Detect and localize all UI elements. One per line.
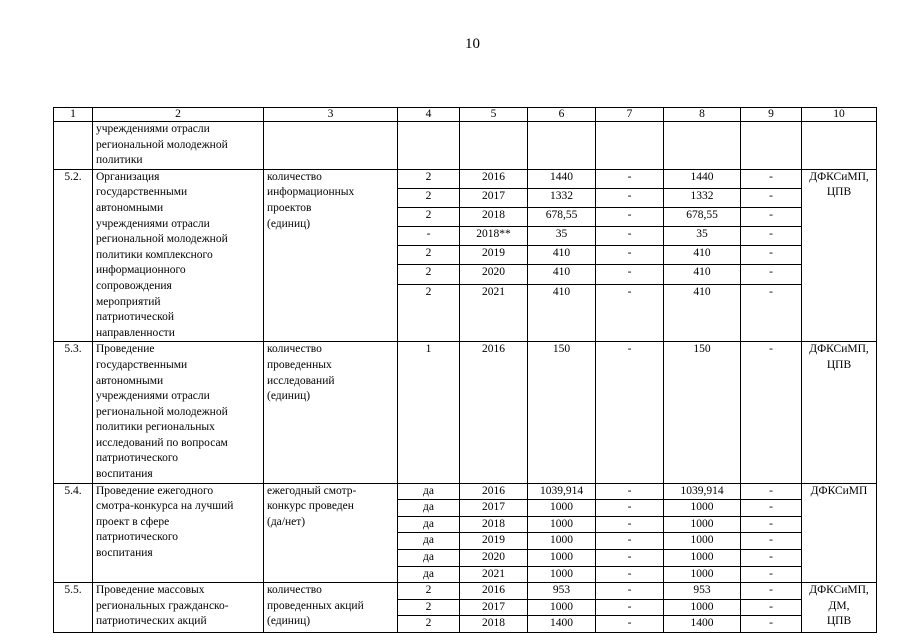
cell-col4: 2 [398, 246, 460, 265]
cell-col9: - [741, 265, 802, 284]
cell-col7: - [596, 169, 664, 188]
cell-col7: - [596, 583, 664, 600]
cell-col9: - [741, 483, 802, 500]
item-description: Организация государственными автономными учреждениями отрасли региональной молодежной политики комплексного информационного сопровождения мероприятий патриотической направленности [93, 169, 264, 342]
table-row [54, 583, 877, 600]
column-number: 4 [398, 108, 460, 122]
cell-col7: - [596, 566, 664, 583]
cell-year: 2017 [460, 599, 528, 616]
cell-col6: 1400 [528, 616, 596, 633]
cell-year: 2018 [460, 516, 528, 533]
column-number: 3 [264, 108, 398, 122]
column-number: 8 [664, 108, 741, 122]
cell-col4: 2 [398, 599, 460, 616]
item-description: Проведение массовых региональных гражданско- патриотических акций [93, 583, 264, 633]
cell-col7: - [596, 550, 664, 567]
column-number: 5 [460, 108, 528, 122]
executor-cell: ДФКСиМП, ЦПВ [802, 342, 877, 483]
cell-col9: - [741, 616, 802, 633]
cell-col7 [596, 122, 664, 170]
cell-col9: - [741, 342, 802, 483]
executor-cell [802, 122, 877, 170]
cell-col4: да [398, 500, 460, 517]
cell-col7: - [596, 483, 664, 500]
cell-col6: 1440 [528, 169, 596, 188]
cell-col9: - [741, 500, 802, 517]
cell-col4: - [398, 227, 460, 246]
column-number: 2 [93, 108, 264, 122]
cell-col6: 1000 [528, 566, 596, 583]
cell-col8: 1039,914 [664, 483, 741, 500]
cell-col8: 1000 [664, 566, 741, 583]
cell-col4: 2 [398, 169, 460, 188]
cell-year: 2020 [460, 265, 528, 284]
cell-col8: 410 [664, 265, 741, 284]
cell-col4: 2 [398, 208, 460, 227]
cell-col9 [741, 122, 802, 170]
table-row [54, 169, 877, 188]
cell-col6: 1000 [528, 599, 596, 616]
table-body [54, 108, 877, 633]
cell-col4: да [398, 566, 460, 583]
cell-col7: - [596, 342, 664, 483]
cell-col6: 35 [528, 227, 596, 246]
cell-col7: - [596, 227, 664, 246]
cell-col9: - [741, 599, 802, 616]
item-description: учреждениями отрасли региональной молодежной политики [93, 122, 264, 170]
item-number: 5.5. [54, 583, 93, 633]
cell-year: 2021 [460, 566, 528, 583]
cell-col6: 1039,914 [528, 483, 596, 500]
indicator-cell: ежегодный смотр- конкурс проведен (да/нет) [264, 483, 398, 583]
cell-col4: да [398, 483, 460, 500]
cell-col6: 678,55 [528, 208, 596, 227]
item-description: Проведение государственными автономными учреждениями отрасли региональной молодежной политики региональных исследований по вопросам патриотического воспитания [93, 342, 264, 483]
column-number: 9 [741, 108, 802, 122]
cell-col4: 2 [398, 265, 460, 284]
cell-year: 2019 [460, 533, 528, 550]
table-row [54, 342, 877, 483]
executor-cell: ДФКСиМП [802, 483, 877, 583]
cell-col8: 1000 [664, 516, 741, 533]
column-number: 1 [54, 108, 93, 122]
cell-col9: - [741, 208, 802, 227]
cell-year: 2016 [460, 342, 528, 483]
cell-col7: - [596, 616, 664, 633]
cell-col6: 1000 [528, 550, 596, 567]
cell-col7: - [596, 500, 664, 517]
cell-col8: 953 [664, 583, 741, 600]
item-number: 5.4. [54, 483, 93, 583]
cell-col8: 1440 [664, 169, 741, 188]
continuation-row [54, 122, 877, 170]
page-number: 10 [465, 36, 480, 52]
cell-col9: - [741, 284, 802, 342]
cell-col6: 410 [528, 246, 596, 265]
cell-year: 2019 [460, 246, 528, 265]
cell-year: 2018 [460, 208, 528, 227]
cell-col8: 1000 [664, 550, 741, 567]
cell-year: 2021 [460, 284, 528, 342]
cell-col9: - [741, 227, 802, 246]
cell-col8: 678,55 [664, 208, 741, 227]
cell-col9: - [741, 583, 802, 600]
cell-col7: - [596, 188, 664, 207]
cell-year: 2018** [460, 227, 528, 246]
cell-col8: 1000 [664, 599, 741, 616]
cell-col8: 35 [664, 227, 741, 246]
cell-col9: - [741, 516, 802, 533]
cell-col7: - [596, 284, 664, 342]
cell-col9: - [741, 550, 802, 567]
column-number-row [54, 108, 877, 122]
cell-col8: 1000 [664, 533, 741, 550]
cell-year: 2016 [460, 169, 528, 188]
indicator-cell: количество проведенных исследований (единиц) [264, 342, 398, 483]
cell-col6: 410 [528, 265, 596, 284]
cell-col6: 953 [528, 583, 596, 600]
program-table [53, 107, 877, 633]
cell-col4: 1 [398, 342, 460, 483]
item-number: 5.3. [54, 342, 93, 483]
cell-col8: 150 [664, 342, 741, 483]
cell-col7: - [596, 599, 664, 616]
executor-cell: ДФКСиМП, ДМ, ЦПВ [802, 583, 877, 633]
item-description: Проведение ежегодного смотра-конкурса на лучший проект в сфере патриотического воспитания [93, 483, 264, 583]
cell-year [460, 122, 528, 170]
indicator-cell: количество информационных проектов (единиц) [264, 169, 398, 342]
cell-col6: 1332 [528, 188, 596, 207]
cell-col8: 410 [664, 284, 741, 342]
cell-col4: 2 [398, 284, 460, 342]
cell-col7: - [596, 246, 664, 265]
cell-col4: да [398, 533, 460, 550]
cell-col7: - [596, 208, 664, 227]
executor-cell: ДФКСиМП, ЦПВ [802, 169, 877, 342]
cell-col6: 1000 [528, 516, 596, 533]
cell-year: 2017 [460, 500, 528, 517]
column-number: 10 [802, 108, 877, 122]
cell-col6: 150 [528, 342, 596, 483]
cell-col8: 1332 [664, 188, 741, 207]
cell-col9: - [741, 533, 802, 550]
cell-col9: - [741, 188, 802, 207]
cell-col7: - [596, 516, 664, 533]
indicator-cell: количество проведенных акций (единиц) [264, 583, 398, 633]
cell-col6: 410 [528, 284, 596, 342]
cell-col8 [664, 122, 741, 170]
cell-year: 2016 [460, 483, 528, 500]
cell-col8: 1400 [664, 616, 741, 633]
cell-col4: да [398, 516, 460, 533]
cell-col4: 2 [398, 583, 460, 600]
cell-col8: 410 [664, 246, 741, 265]
column-number: 6 [528, 108, 596, 122]
item-number-cell [54, 122, 93, 170]
cell-col9: - [741, 246, 802, 265]
cell-col6 [528, 122, 596, 170]
cell-col4: 2 [398, 188, 460, 207]
indicator-cell [264, 122, 398, 170]
cell-col9: - [741, 169, 802, 188]
column-number: 7 [596, 108, 664, 122]
cell-year: 2017 [460, 188, 528, 207]
table-row [54, 483, 877, 500]
cell-col6: 1000 [528, 500, 596, 517]
cell-col4: да [398, 550, 460, 567]
cell-year: 2020 [460, 550, 528, 567]
cell-col4: 2 [398, 616, 460, 633]
cell-year: 2016 [460, 583, 528, 600]
cell-col7: - [596, 533, 664, 550]
item-number: 5.2. [54, 169, 93, 342]
cell-col9: - [741, 566, 802, 583]
cell-col6: 1000 [528, 533, 596, 550]
cell-col7: - [596, 265, 664, 284]
cell-col4 [398, 122, 460, 170]
cell-col8: 1000 [664, 500, 741, 517]
cell-year: 2018 [460, 616, 528, 633]
